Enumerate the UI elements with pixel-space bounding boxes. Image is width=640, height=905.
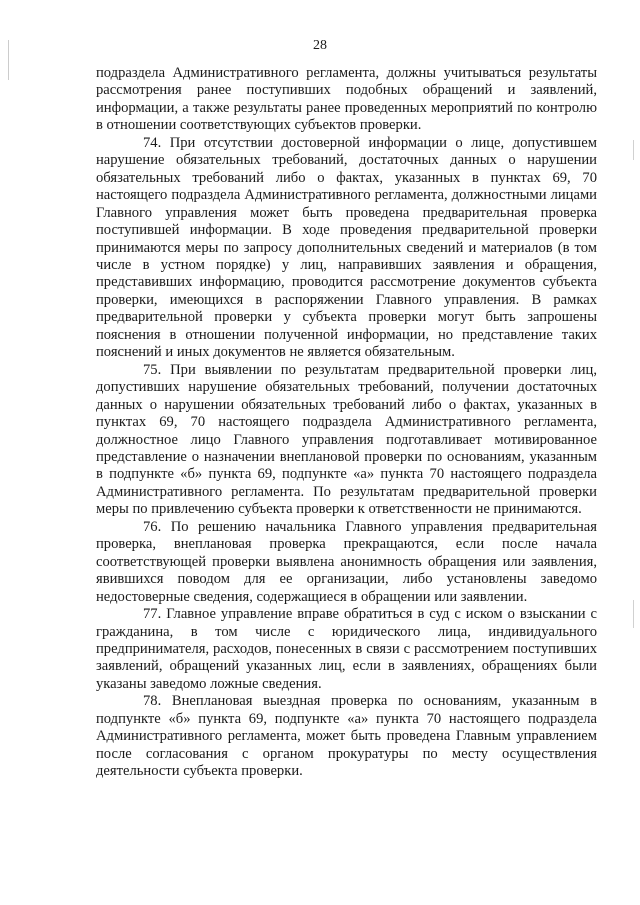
paragraph-74: 74. При отсутствии достоверной информации о лице, допустившем нарушение обязательных требований, достаточных данных о нарушении обязательных требований либо о фактах, указанных в пунктах 69, 70 настоящего подраздела Административного регламента, должностными лицами Главного управления может быть проведена предварительная проверка поступившей информации. В ходе проведения предварительной проверки принимаются меры по запросу дополнительных сведений и материалов (в том числе в устном порядке) у лиц, направивших заявления и обращения, представивших информацию, проводится рассмотрение документов субъекта проверки, имеющихся в распоряжении Главного управления. В рамках предварительной проверки у субъекта проверки могут быть запрошены пояснения в отношении полученной информации, но представление таких пояснений и иных документов не является обязательным. bbox=[96, 134, 597, 361]
document-body bbox=[96, 65, 597, 781]
paragraph-continuation: подраздела Административного регламента, должны учитываться результаты рассмотрения ранее поступивших подобных обращений и заявлений, информации, а также результаты ранее проведенных мероприятий по контролю в отношении соответствующих субъектов проверки. bbox=[96, 65, 597, 134]
paragraph-75: 75. При выявлении по результатам предварительной проверки лиц, допустивших нарушение обязательных требований, получении достаточных данных о нарушении обязательных требований либо о фактах, указанных в пунктах 69, 70 настоящего подраздела Административного регламента, должностное лицо Главного управления подготавливает мотивированное представление о назначении внеплановой проверки по основаниям, указанным в подпункте «б» пункта 69, подпункте «а» пункта 70 настоящего подраздела Административного регламента. По результатам предварительной проверки меры по привлечению субъекта проверки к ответственности не принимаются. bbox=[96, 361, 597, 518]
paragraph-78: 78. Внеплановая выездная проверка по основаниям, указанным в подпункте «б» пункта 69, подпункте «а» пункта 70 настоящего подраздела Административного регламента, может быть проведена Главным управлением после согласования с органом прокуратуры по месту осуществления деятельности субъекта проверки. bbox=[96, 693, 597, 780]
page-number: 28 bbox=[313, 38, 327, 53]
paragraph-77: 77. Главное управление вправе обратиться в суд с иском о взыскании с гражданина, в том числе с юридического лица, индивидуального предпринимателя, расходов, понесенных в связи с рассмотрением поступивших заявлений, обращений указанных лиц, если в заявлениях, обращениях были указаны заведомо ложные сведения. bbox=[96, 606, 597, 692]
paragraph-76: 76. По решению начальника Главного управления предварительная проверка, внеплановая проверка прекращаются, если после начала соответствующей проверки выявлена анонимность обращения или заявления, явившихся поводом для ее организации, либо установлены заведомо недостоверные сведения, содержащиеся в обращении или заявлении. bbox=[96, 518, 597, 605]
scan-edge-mark bbox=[633, 600, 634, 628]
scan-edge-mark bbox=[633, 140, 634, 160]
